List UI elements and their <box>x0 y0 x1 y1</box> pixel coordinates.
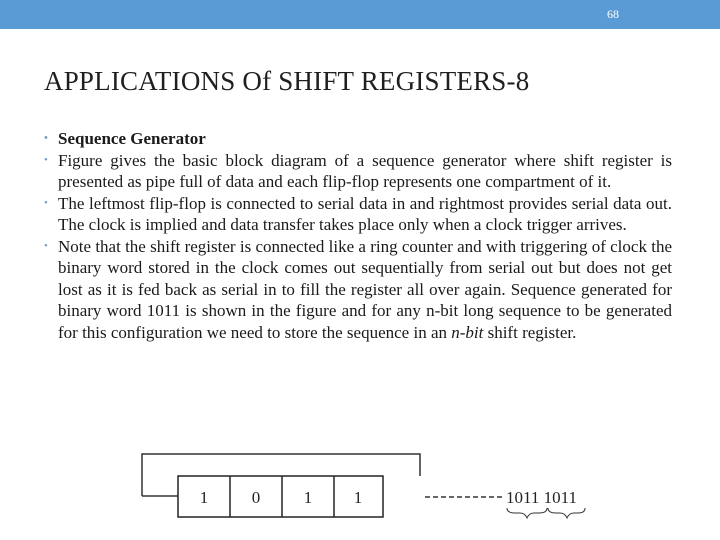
bullet-sequence-generator: • Sequence Generator <box>58 128 672 150</box>
register-cell-value: 1 <box>353 488 363 507</box>
n-bit-term: n-bit <box>451 322 484 342</box>
slide-title: APPLICATIONS Of SHIFT REGISTERS-8 <box>44 66 530 96</box>
output-sequence: 1011 1011 <box>506 488 577 507</box>
bullet-ring-counter-text: Note that the shift register is connected like a ring counter and with triggering of clock the binary word stored in the clock comes out sequentially from serial out but does not get lost as it is fed back as serial in to fill the register all over again. Sequence generated for binary word 1011 is shown in the figure and for any n-bit long sequence to be generated for this configuration we need to store the sequence in an <box>58 236 672 342</box>
underbrace-icon <box>507 508 547 518</box>
top-accent-bar <box>0 0 720 29</box>
register-cell-value: 1 <box>199 488 209 507</box>
bullet-ring-counter <box>58 236 672 344</box>
feedback-loop-line <box>142 454 420 496</box>
register-cell-value: 1 <box>303 488 313 507</box>
bullet-flip-flop-connection: • The leftmost flip-flop is connected to serial data in and rightmost provides serial data out. The clock is implied and data transfer takes place only when a clock trigger arrives. <box>58 193 672 236</box>
register-cell-value: 0 <box>251 488 261 507</box>
slide-number: 68 <box>607 7 619 21</box>
register-box <box>178 476 383 517</box>
bullet-list <box>58 128 672 343</box>
shift-register-diagram <box>0 448 720 540</box>
bullet-ring-counter-tail: shift register. <box>483 322 577 342</box>
underbrace-icon <box>548 508 585 518</box>
bullet-block-diagram: • Figure gives the basic block diagram of a sequence generator where shift register is presented as pipe full of data and each flip-flop represents one compartment of it. <box>58 150 672 193</box>
